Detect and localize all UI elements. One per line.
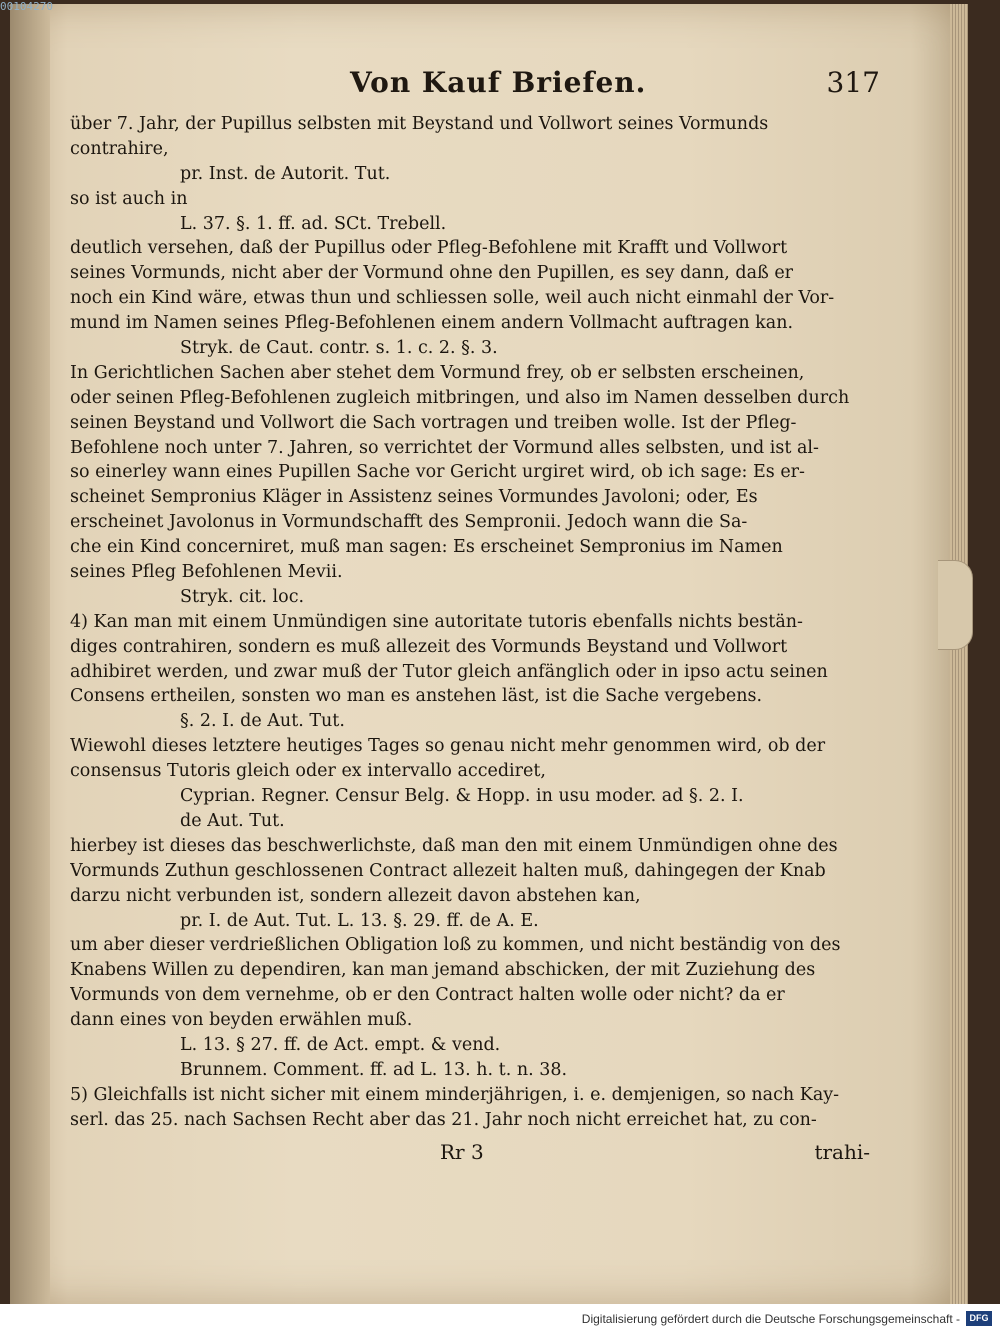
- book-spine: [10, 4, 50, 1304]
- text-line: um aber dieser verdrießlichen Obligation loß zu kommen, und nicht beständig von des: [70, 935, 841, 956]
- text-line: so ist auch in: [70, 188, 188, 209]
- text-line: Vormunds von dem vernehme, ob er den Contract halten wolle oder nicht? da er: [70, 985, 785, 1006]
- text-line: Consens ertheilen, sonsten wo man es anstehen läst, ist die Sache vergebens.: [70, 686, 763, 707]
- text-line: 4) Kan man mit einem Unmündigen sine autoritate tutoris ebenfalls nichts bestän-: [70, 611, 803, 632]
- page-number: 317: [826, 66, 880, 99]
- text-line: pr. I. de Aut. Tut. L. 13. §. 29. ff. de A. E.: [180, 910, 539, 931]
- text-line: seinen Beystand und Vollwort die Sach vortragen und treiben wolle. Ist der Pfleg-: [70, 412, 797, 433]
- page-header: [70, 66, 880, 106]
- dfg-credit-bar: [0, 1304, 1000, 1335]
- text-line: Brunnem. Comment. ff. ad L. 13. h. t. n. 38.: [180, 1059, 568, 1080]
- text-line: deutlich versehen, daß der Pupillus oder Pfleg-Befohlene mit Krafft und Vollwort: [70, 238, 788, 259]
- body-text: [70, 112, 870, 1133]
- page-footer: [70, 1140, 870, 1168]
- text-line: L. 37. §. 1. ff. ad. SCt. Trebell.: [180, 213, 447, 234]
- text-line: pr. Inst. de Autorit. Tut.: [180, 163, 391, 184]
- dfg-logo-icon: DFG: [966, 1311, 992, 1326]
- text-line: diges contrahiren, sondern es muß allezeit des Vormunds Beystand und Vollwort: [70, 636, 788, 657]
- text-line: hierbey ist dieses das beschwerlichste, daß man den mit einem Unmündigen ohne des: [70, 835, 838, 856]
- text-line: dann eines von beyden erwählen muß.: [70, 1010, 413, 1031]
- text-line: darzu nicht verbunden ist, sondern allezeit davon abstehen kan,: [70, 885, 641, 906]
- text-line: consensus Tutoris gleich oder ex intervallo accediret,: [70, 761, 546, 782]
- text-line: In Gerichtlichen Sachen aber stehet dem Vormund frey, ob er selbsten erscheinen,: [70, 362, 805, 383]
- text-line: erscheinet Javolonus in Vormundschafft des Sempronii. Jedoch wann die Sa-: [70, 512, 748, 533]
- text-line: noch ein Kind wäre, etwas thun und schliessen solle, weil auch nicht einmahl der Vor-: [70, 288, 835, 309]
- text-line: Vormunds Zuthun geschlossenen Contract allezeit halten muß, dahingegen der Knab: [70, 860, 826, 881]
- text-line: L. 13. § 27. ff. de Act. empt. & vend.: [180, 1034, 501, 1055]
- text-line: scheinet Sempronius Kläger in Assistenz seines Vormundes Javoloni; oder, Es: [70, 487, 758, 508]
- text-line: 5) Gleichfalls ist nicht sicher mit einem minderjährigen, i. e. demjenigen, so nach Kay-: [70, 1084, 840, 1105]
- text-line: Knabens Willen zu dependiren, kan man jemand abschicken, der mit Zuziehung des: [70, 960, 816, 981]
- bookmark-tab: [938, 560, 973, 650]
- text-line: seines Vormunds, nicht aber der Vormund ohne den Pupillen, es sey dann, daß er: [70, 263, 794, 284]
- text-line: Stryk. de Caut. contr. s. 1. c. 2. §. 3.: [180, 338, 498, 359]
- text-line: §. 2. I. de Aut. Tut.: [180, 711, 345, 732]
- signature-mark: Rr 3: [440, 1140, 484, 1164]
- text-line: Befohlene noch unter 7. Jahren, so verrichtet der Vormund alles selbsten, und ist al-: [70, 437, 819, 458]
- text-line: über 7. Jahr, der Pupillus selbsten mit Beystand und Vollwort seines Vormunds: [70, 114, 769, 134]
- running-head: Von Kauf Briefen.: [350, 66, 647, 99]
- book-page: [10, 4, 968, 1304]
- text-line: Stryk. cit. loc.: [180, 586, 305, 607]
- text-line: Wiewohl dieses letztere heutiges Tages so genau nicht mehr genommen wird, ob der: [70, 736, 826, 757]
- text-line: che ein Kind concerniret, muß man sagen: Es erscheinet Sempronius im Namen: [70, 537, 783, 558]
- text-line: mund im Namen seines Pfleg-Befohlenen einem andern Vollmacht auftragen kan.: [70, 313, 794, 334]
- dfg-credit-text: Digitalisierung gefördert durch die Deutsche Forschungsgemeinschaft -: [581, 1312, 960, 1326]
- scan-id-label: 00104270: [0, 0, 53, 13]
- text-line: de Aut. Tut.: [180, 810, 285, 831]
- catchword: trahi-: [814, 1140, 870, 1164]
- text-line: so einerley wann eines Pupillen Sache vor Gericht urgiret wird, ob ich sage: Es er-: [70, 462, 805, 483]
- text-line: contrahire,: [70, 138, 169, 159]
- text-line: seines Pfleg Befohlenen Mevii.: [70, 562, 343, 583]
- page-edge: [950, 4, 968, 1304]
- text-line: adhibiret werden, und zwar muß der Tutor gleich anfänglich oder in ipso actu seinen: [70, 661, 828, 682]
- text-line: oder seinen Pfleg-Befohlenen zugleich mitbringen, und also im Namen desselben durch: [70, 387, 850, 408]
- text-line: Cyprian. Regner. Censur Belg. & Hopp. in usu moder. ad §. 2. I.: [180, 786, 744, 807]
- text-line: serl. das 25. nach Sachsen Recht aber das 21. Jahr noch nicht erreichet hat, zu con-: [70, 1109, 817, 1130]
